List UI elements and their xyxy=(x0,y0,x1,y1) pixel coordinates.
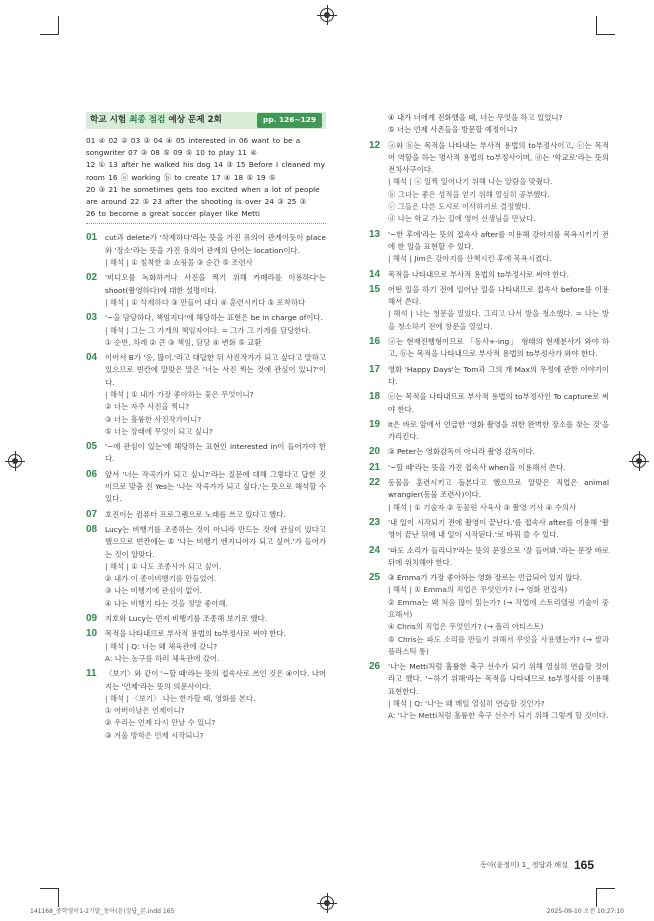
crop-mark-tr xyxy=(596,16,615,35)
question-body xyxy=(388,517,609,542)
question-body xyxy=(388,284,609,333)
question-item xyxy=(86,668,326,742)
question-item xyxy=(369,229,609,266)
question-number: 21 xyxy=(369,461,381,473)
question-number: 19 xyxy=(369,418,381,430)
question-body xyxy=(388,545,609,570)
title-prefix: 학교 시험 xyxy=(90,115,127,126)
question-item xyxy=(86,613,326,625)
registration-mark-top xyxy=(320,8,334,22)
question-body xyxy=(105,524,326,610)
crop-mark-tl xyxy=(40,16,59,35)
translation-line: ④ 내가 너에게 전화했을 때, 너는 무엇을 하고 있었니? xyxy=(388,113,563,122)
question-item xyxy=(86,628,326,665)
question-item xyxy=(369,364,609,389)
question-number: 03 xyxy=(86,312,98,324)
question-number: 01 xyxy=(86,232,98,244)
explanation-text: cut과 delete가 '삭제하다'라는 뜻을 가진 유의어 관계이듯이 place와 '장소'라는 뜻을 가진 유의어 관계의 단어는 location이다. xyxy=(105,233,326,255)
registration-mark-right xyxy=(632,454,646,468)
translation-line: | 해석 | ① 기술자 ② 동물원 사육사 ③ 촬영 기사 ④ 수의사 xyxy=(388,502,577,512)
question-body xyxy=(105,613,326,625)
translation-line: A: 나는 농구를 하러 체육관에 갔어. xyxy=(105,653,220,663)
explanation-text: 영화 'Happy Days'는 Tom과 그의 개 Max의 우정에 관한 이야기이다. xyxy=(388,364,609,386)
translation-line: A: '나'는 Metti처럼 훌륭한 축구 선수가 되기 위해 그렇게 할 것이다. xyxy=(388,711,609,721)
continued-lines xyxy=(369,112,609,137)
title-suffix: 예상 문제 2회 xyxy=(168,115,222,126)
question-item xyxy=(86,352,326,438)
question-item xyxy=(369,419,609,444)
question-item xyxy=(369,517,609,542)
answer-line: 12 ① 13 after he walked his dog 14 ③ 15 Before I cleaned my room 16 ⓐ working ⓑ to create 17 ④ 18 ⑤ 19 ⑤ xyxy=(86,160,325,182)
question-number: 13 xyxy=(369,228,381,240)
translation-line: ① 순번, 차례 ② 큰 ③ 책임, 담당 ④ 변화 ⑤ 교환 xyxy=(105,337,262,347)
question-number: 26 xyxy=(369,661,381,673)
explanation-text: 동물을 훈련시키고 돌본다고 했으므로 알맞은 직업은 animal wrangler(동물 조련사)이다. xyxy=(388,478,609,500)
question-body xyxy=(388,140,609,226)
explanation-text: 지호와 Lucy는 먼저 비행기를 조종해 보기로 했다. xyxy=(105,614,268,624)
question-number: 20 xyxy=(369,446,381,458)
translation-line: ② 너는 자주 사진을 찍니? xyxy=(105,402,190,412)
question-body xyxy=(105,668,326,742)
question-item xyxy=(369,140,609,226)
question-number: 11 xyxy=(86,668,97,680)
translation-line: | 해석 | 나는 청문을 열었다. 그리고 나서 방을 청소했다. = 나는 방을 청소하기 전에 창문을 열었다. xyxy=(388,309,609,331)
explanation-text: '내 일이 시작되기 전에 촬영이 끝난다.'를 접속사 after를 이용해 '촬영이 끝난 뒤에 내 일이 시작된다.'로 바꿔 쓸 수 있다. xyxy=(388,517,609,540)
print-date: 2025-09-10 오전 10:27:10 xyxy=(546,908,624,915)
question-item xyxy=(369,284,609,333)
explanation-text: '~을 담당하다, 책임지다'에 해당하는 표현은 be in charge of이다. xyxy=(105,313,323,323)
question-item xyxy=(369,477,609,514)
question-number: 23 xyxy=(369,516,381,528)
question-item xyxy=(86,232,326,269)
question-number: 24 xyxy=(369,544,381,556)
right-column xyxy=(369,112,609,726)
translation-line: | 해석 | 그는 그 가게의 책임자이다. = 그가 그 가게를 담당한다. xyxy=(105,325,311,335)
question-body xyxy=(388,364,609,389)
question-body xyxy=(105,509,326,521)
translation-line: ③ 겨울 방학은 언제 시작되니? xyxy=(105,730,204,740)
question-number: 17 xyxy=(369,363,381,375)
question-body xyxy=(388,462,609,474)
question-number: 18 xyxy=(369,391,381,403)
question-number: 15 xyxy=(369,283,381,295)
question-number: 06 xyxy=(86,468,98,480)
question-item xyxy=(86,441,326,466)
question-item xyxy=(369,545,609,570)
crop-mark-bl xyxy=(40,888,59,907)
explanation-text: ⓐ는 현재진행형이므로 「동사+-ing」 형태의 현재분사가 와야 하고, ⓑ는 목적을 나타내므로 부사적 용법의 to부정사가 와야 한다. xyxy=(388,337,609,359)
question-number: 05 xyxy=(86,441,98,453)
question-number: 07 xyxy=(86,508,98,520)
translation-line: | 해석 | ⓐ 일찍 일어나기 위해 나는 알람을 맞췄다. xyxy=(388,177,553,187)
translation-line: ⑤ 너는 언제 사촌들을 방문할 예정이니? xyxy=(388,125,518,135)
translation-line: ⑤ Chris는 파도 소리를 만들기 위해서 무엇을 사용했는가? (→ 쌀과 플라스틱 통) xyxy=(388,634,609,656)
left-column xyxy=(86,112,326,745)
translation-line: ④ 나는 비행기 타는 것을 정말 좋아해. xyxy=(105,598,229,608)
question-item xyxy=(369,661,609,722)
question-body xyxy=(388,229,609,266)
translation-line: ② Emma는 왜 처음 많이 읽는가? (→ 작업에 스토리텔링 기술이 중요해서) xyxy=(388,597,609,619)
explanation-text: '~한 후에'라는 뜻의 접속사 after를 이용해 강아지를 목욕시키기 전에 한 일을 표현할 수 있다. xyxy=(388,229,609,251)
page-number: 165 xyxy=(573,858,594,872)
explanation-text: 앞서 '너는 작곡가가 되고 싶니?'라는 질문에 대해 그렇다고 답한 것이므로 맞춤 진 Yes는 '나는 작곡가가 되고 싶다.'는 뜻으로 해석할 수 있다. xyxy=(105,469,326,504)
question-body xyxy=(388,391,609,416)
question-item xyxy=(86,509,326,521)
question-body xyxy=(105,628,326,665)
translation-line: ④ Chris의 직업은 무엇인가? (→ 폴리 아티스트) xyxy=(388,622,544,632)
book-title: 동아(윤정미) 1_ 정답과 해설 xyxy=(480,861,568,869)
question-number: 08 xyxy=(86,523,98,535)
explanation-text: 목적을 나타내므로 부사적 용법의 to부정사로 써야 한다. xyxy=(105,629,286,639)
translation-line: ⓑ 그녀는 좋은 성적을 얻기 위해 열심히 공부했다. xyxy=(388,189,550,199)
question-body xyxy=(388,661,609,722)
explanation-text: 〈보기〉와 같이 '~할 때'라는 뜻의 접속사로 쓰인 것은 ④이다. 나머지는 '언제'라는 뜻의 의문사이다. xyxy=(105,669,326,691)
explanation-text: ③ Peter는 영화감독이 아니라 촬영 감독이다. xyxy=(388,447,536,457)
question-number: 12 xyxy=(369,139,381,151)
question-body xyxy=(105,232,326,269)
question-item xyxy=(369,462,609,474)
translation-line: | 해석 | ① Emma의 직업은 무엇인가? (→ 영화 편집자) xyxy=(388,585,568,595)
translation-line: | 해석 | 〈보기〉 나는 한가할 때, 영화를 본다. xyxy=(105,693,256,703)
section-title xyxy=(90,114,222,126)
right-question-list xyxy=(369,140,609,723)
print-slug xyxy=(30,906,624,915)
file-name: 141168_중학영어1-2기말_동아(윤)정답_본.indd 165 xyxy=(30,908,175,915)
explanation-text: ⓐ와 ⓑ는 목적을 나타내는 부사적 용법의 to부정사이고, ⓒ는 목적어 역할을 하는 명사적 용법의 to부정사이며, ⓓ는 '학교로'라는 뜻의 전치사구이다. xyxy=(388,140,609,175)
explanation-text: '비디오를 녹화하거나 사진을 찍기 위해 카메라를 이용하다'는 shoot(촬영하다)에 대한 설명이다. xyxy=(105,273,326,295)
explanation-text: Lucy는 비행기를 조종하는 것이 아니라 만드는 것에 관심이 있다고 했으므로 빈칸에는 ⑤ '나는 비행기 엔지니어가 되고 싶어.'가 들어가는 것이 알맞다. xyxy=(105,524,326,559)
question-number: 10 xyxy=(86,628,98,640)
question-body xyxy=(388,446,609,458)
question-body xyxy=(388,419,609,444)
explanation-text: 어떤 일을 하기 전에 일어난 일을 나타내므로 접속사 before를 이용해서 쓴다. xyxy=(388,284,609,307)
question-item xyxy=(369,446,609,458)
question-number: 14 xyxy=(369,268,381,280)
explanation-text: '~할 때'라는 뜻을 가진 접속사 when을 이용해서 쓴다. xyxy=(388,462,566,472)
question-item xyxy=(369,269,609,281)
page-range-badge: pp. 126~129 xyxy=(257,113,322,127)
title-highlight: 최종 점검 xyxy=(129,115,166,126)
question-body xyxy=(105,352,326,438)
question-number: 25 xyxy=(369,572,381,584)
explanation-text: ⓔ는 목적을 나타내므로 부사적 용법의 to부정사인 To capture로 써야 한다. xyxy=(388,392,609,414)
translation-line: ⓒ 그들은 다른 도시로 이사하기로 결정했다. xyxy=(388,202,531,212)
explanation-text: it은 바로 앞에서 언급한 '영화 촬영을 위한 완벽한 장소를 찾는 것'을 가리킨다. xyxy=(388,419,609,442)
translation-line: ② 내가 이 종이비행기를 만들었어. xyxy=(105,574,217,584)
explanation-text: '파도 소리가 들리니?'라는 뜻의 문장으로 '잘 들어봐.'라는 문장 바로 뒤에 위치해야 한다. xyxy=(388,545,609,567)
translation-line: ⑤ 너는 장래에 무엇이 되고 싶니? xyxy=(105,426,213,436)
translation-line: | 해석 | ① 침착한 ② 쇼핑몰 ③ 순간 ⑤ 조련사 xyxy=(105,258,253,268)
question-body xyxy=(105,469,326,506)
answer-key xyxy=(86,135,326,220)
translation-line: | 해석 | Jim은 강아지를 산책시킨 후에 목욕시켰다. xyxy=(388,254,552,264)
page-footer xyxy=(480,858,594,872)
answer-line: 26 to become a great soccer player like Metti xyxy=(86,209,260,219)
section-header xyxy=(86,112,326,129)
question-body xyxy=(388,477,609,514)
question-body xyxy=(388,269,609,281)
question-number: 02 xyxy=(86,272,98,284)
answer-line: 20 ③ 21 he sometimes gets too excited when a lot of people are around 22 ⑤ 23 after the shooting is over 24 ③ 25 ③ xyxy=(86,184,320,207)
question-item xyxy=(86,312,326,349)
explanation-text: '나'는 Metti처럼 훌륭한 축구 선수가 되기 위해 열심히 연습할 것이라고 했다. '~하기 위해'라는 목적을 나타내므로 to부정사를 이용해 표현한다. xyxy=(388,662,609,696)
question-body xyxy=(105,312,326,349)
question-body xyxy=(388,336,609,361)
question-number: 22 xyxy=(369,477,381,489)
answer-line: 01 ④ 02 ② 03 ③ 04 ④ 05 interested in 06 want to be a songwriter 07 ③ 08 ⑤ 09 ⑤ 10 to play 11 ④ xyxy=(86,136,301,158)
translation-line: ③ 나는 비행기에 관심이 없어. xyxy=(105,586,202,596)
question-body xyxy=(105,272,326,309)
question-item xyxy=(86,524,326,610)
question-number: 09 xyxy=(86,613,98,625)
question-item xyxy=(86,469,326,506)
crop-mark-br xyxy=(596,888,615,907)
translation-line: ⓓ 나는 학교 가는 길에 영어 선생님을 만났다. xyxy=(388,214,536,224)
question-body xyxy=(105,441,326,466)
translation-line: | 해석 | ① 나도 조종사가 되고 싶어. xyxy=(105,561,222,571)
registration-mark-left xyxy=(8,454,22,468)
question-number: 04 xyxy=(86,352,98,364)
question-item xyxy=(369,391,609,416)
explanation-text: 목적을 나타내므로 부사적 용법의 to부정사로 써야 한다. xyxy=(388,269,569,279)
translation-line: ③ 너는 훌륭한 사진작가이니? xyxy=(105,414,202,424)
question-body xyxy=(388,572,609,658)
explanation-text: 이어서 B가 '응, 많이.'라고 대답한 뒤 사진작가가 되고 싶다고 말하고 있으므로 빈칸에 알맞은 말은 '너는 사진 찍는 것에 관심이 있니?'이다. xyxy=(105,353,326,387)
left-question-list xyxy=(86,232,326,742)
translation-line: ② 우리는 언제 다시 만날 수 있니? xyxy=(105,718,216,728)
question-item xyxy=(369,572,609,658)
translation-line: | 해석 | Q: 너는 왜 체육관에 갔니? xyxy=(105,641,218,651)
explanation-text: '~에 관심이 있는'에 해당하는 표현인 interested in이 들어가야 한다. xyxy=(105,442,326,464)
explanation-text: ③ Emma가 가장 좋아하는 영화 장르는 언급되어 있지 않다. xyxy=(388,573,583,583)
explanation-text: 호진이는 컴퓨터 프로그램으로 노래를 쓰고 있다고 했다. xyxy=(105,509,286,519)
divider xyxy=(86,223,326,224)
translation-line: | 해석 | ① 내가 가장 좋아하는 꽃은 무엇이니? xyxy=(105,389,254,399)
question-number: 16 xyxy=(369,336,381,348)
translation-line: | 해석 | Q: '나'는 왜 매일 열심히 연습할 것인가? xyxy=(388,699,545,709)
question-item xyxy=(86,272,326,309)
question-item xyxy=(369,336,609,361)
translation-line: ① 어버이날은 언제이니? xyxy=(105,706,185,716)
translation-line: | 해석 | ① 삭제하다 ③ 만들어 내다 ④ 훈련시키다 ⑤ 포착하다 xyxy=(105,297,306,307)
